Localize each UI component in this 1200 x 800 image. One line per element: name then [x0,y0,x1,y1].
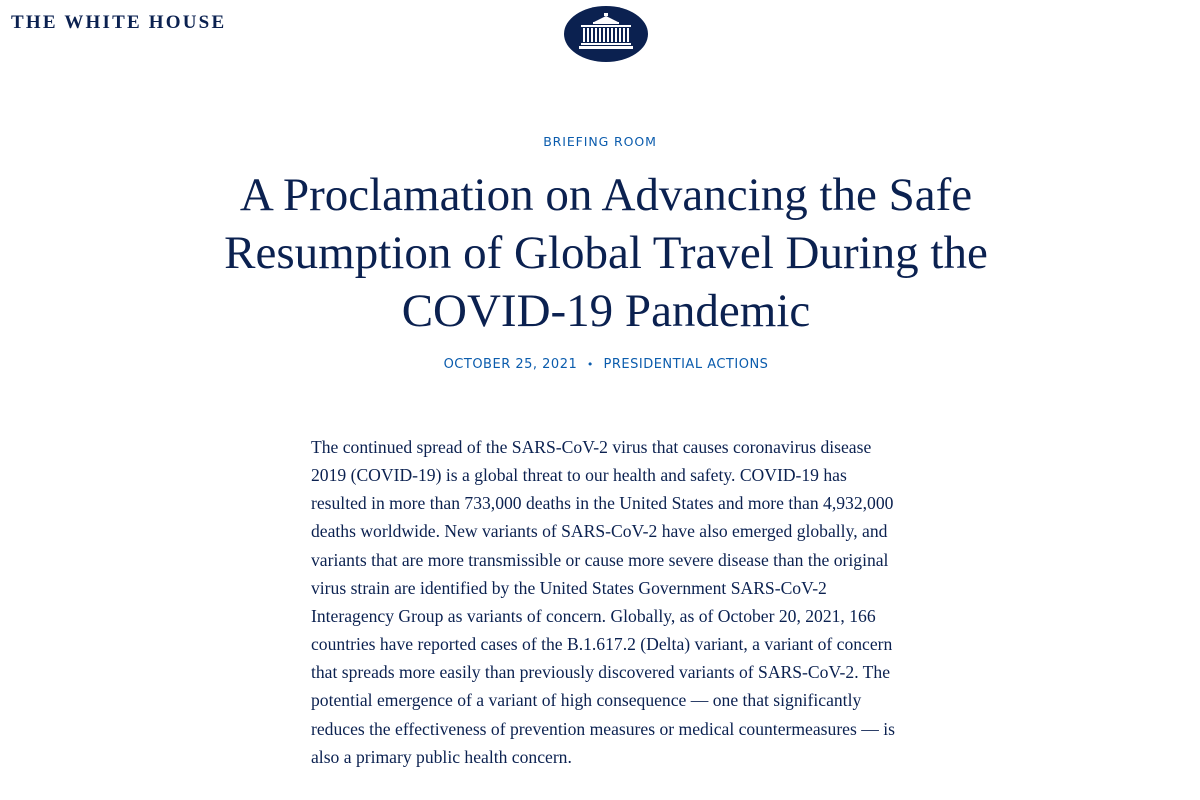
meta-separator: • [586,358,594,371]
site-name-link[interactable]: THE WHITE HOUSE [11,12,227,33]
briefing-room-link[interactable]: BRIEFING ROOM [543,134,657,149]
article-meta [0,357,1200,372]
publish-date: OCTOBER 25, 2021 [443,357,578,372]
presidential-actions-link[interactable]: PRESIDENTIAL ACTIONS [603,357,769,372]
page-title: A Proclamation on Advancing the Safe Resumption of Global Travel During the COVID-19 Pandemic [224,169,988,337]
breadcrumb [0,133,1200,151]
article-paragraph: The continued spread of the SARS-CoV-2 virus that causes coronavirus disease 2019 (COVID-19) is a global threat to our health and safety. COVID-19 has resulted in more than 733,000 deaths in the United States and more than 4,932,000 deaths worldwide. New variants of SARS-CoV-2 have also emerged globally, and variants that are more transmissible or cause more severe disease than the original virus strain are identified by the United States Government SARS-CoV-2 Interagency Group as variants of concern. Globally, as of October 20, 2021, 166 countries have reported cases of the B.1.617.2 (Delta) variant, a variant of concern that spreads more easily than previously discovered variants of SARS-CoV-2. The potential emergence of a variant of high consequence — one that significantly reduces the effectiveness of prevention measures or medical countermeasures — is also a primary public health concern. [311,437,895,767]
white-house-seal-icon[interactable] [563,5,649,63]
